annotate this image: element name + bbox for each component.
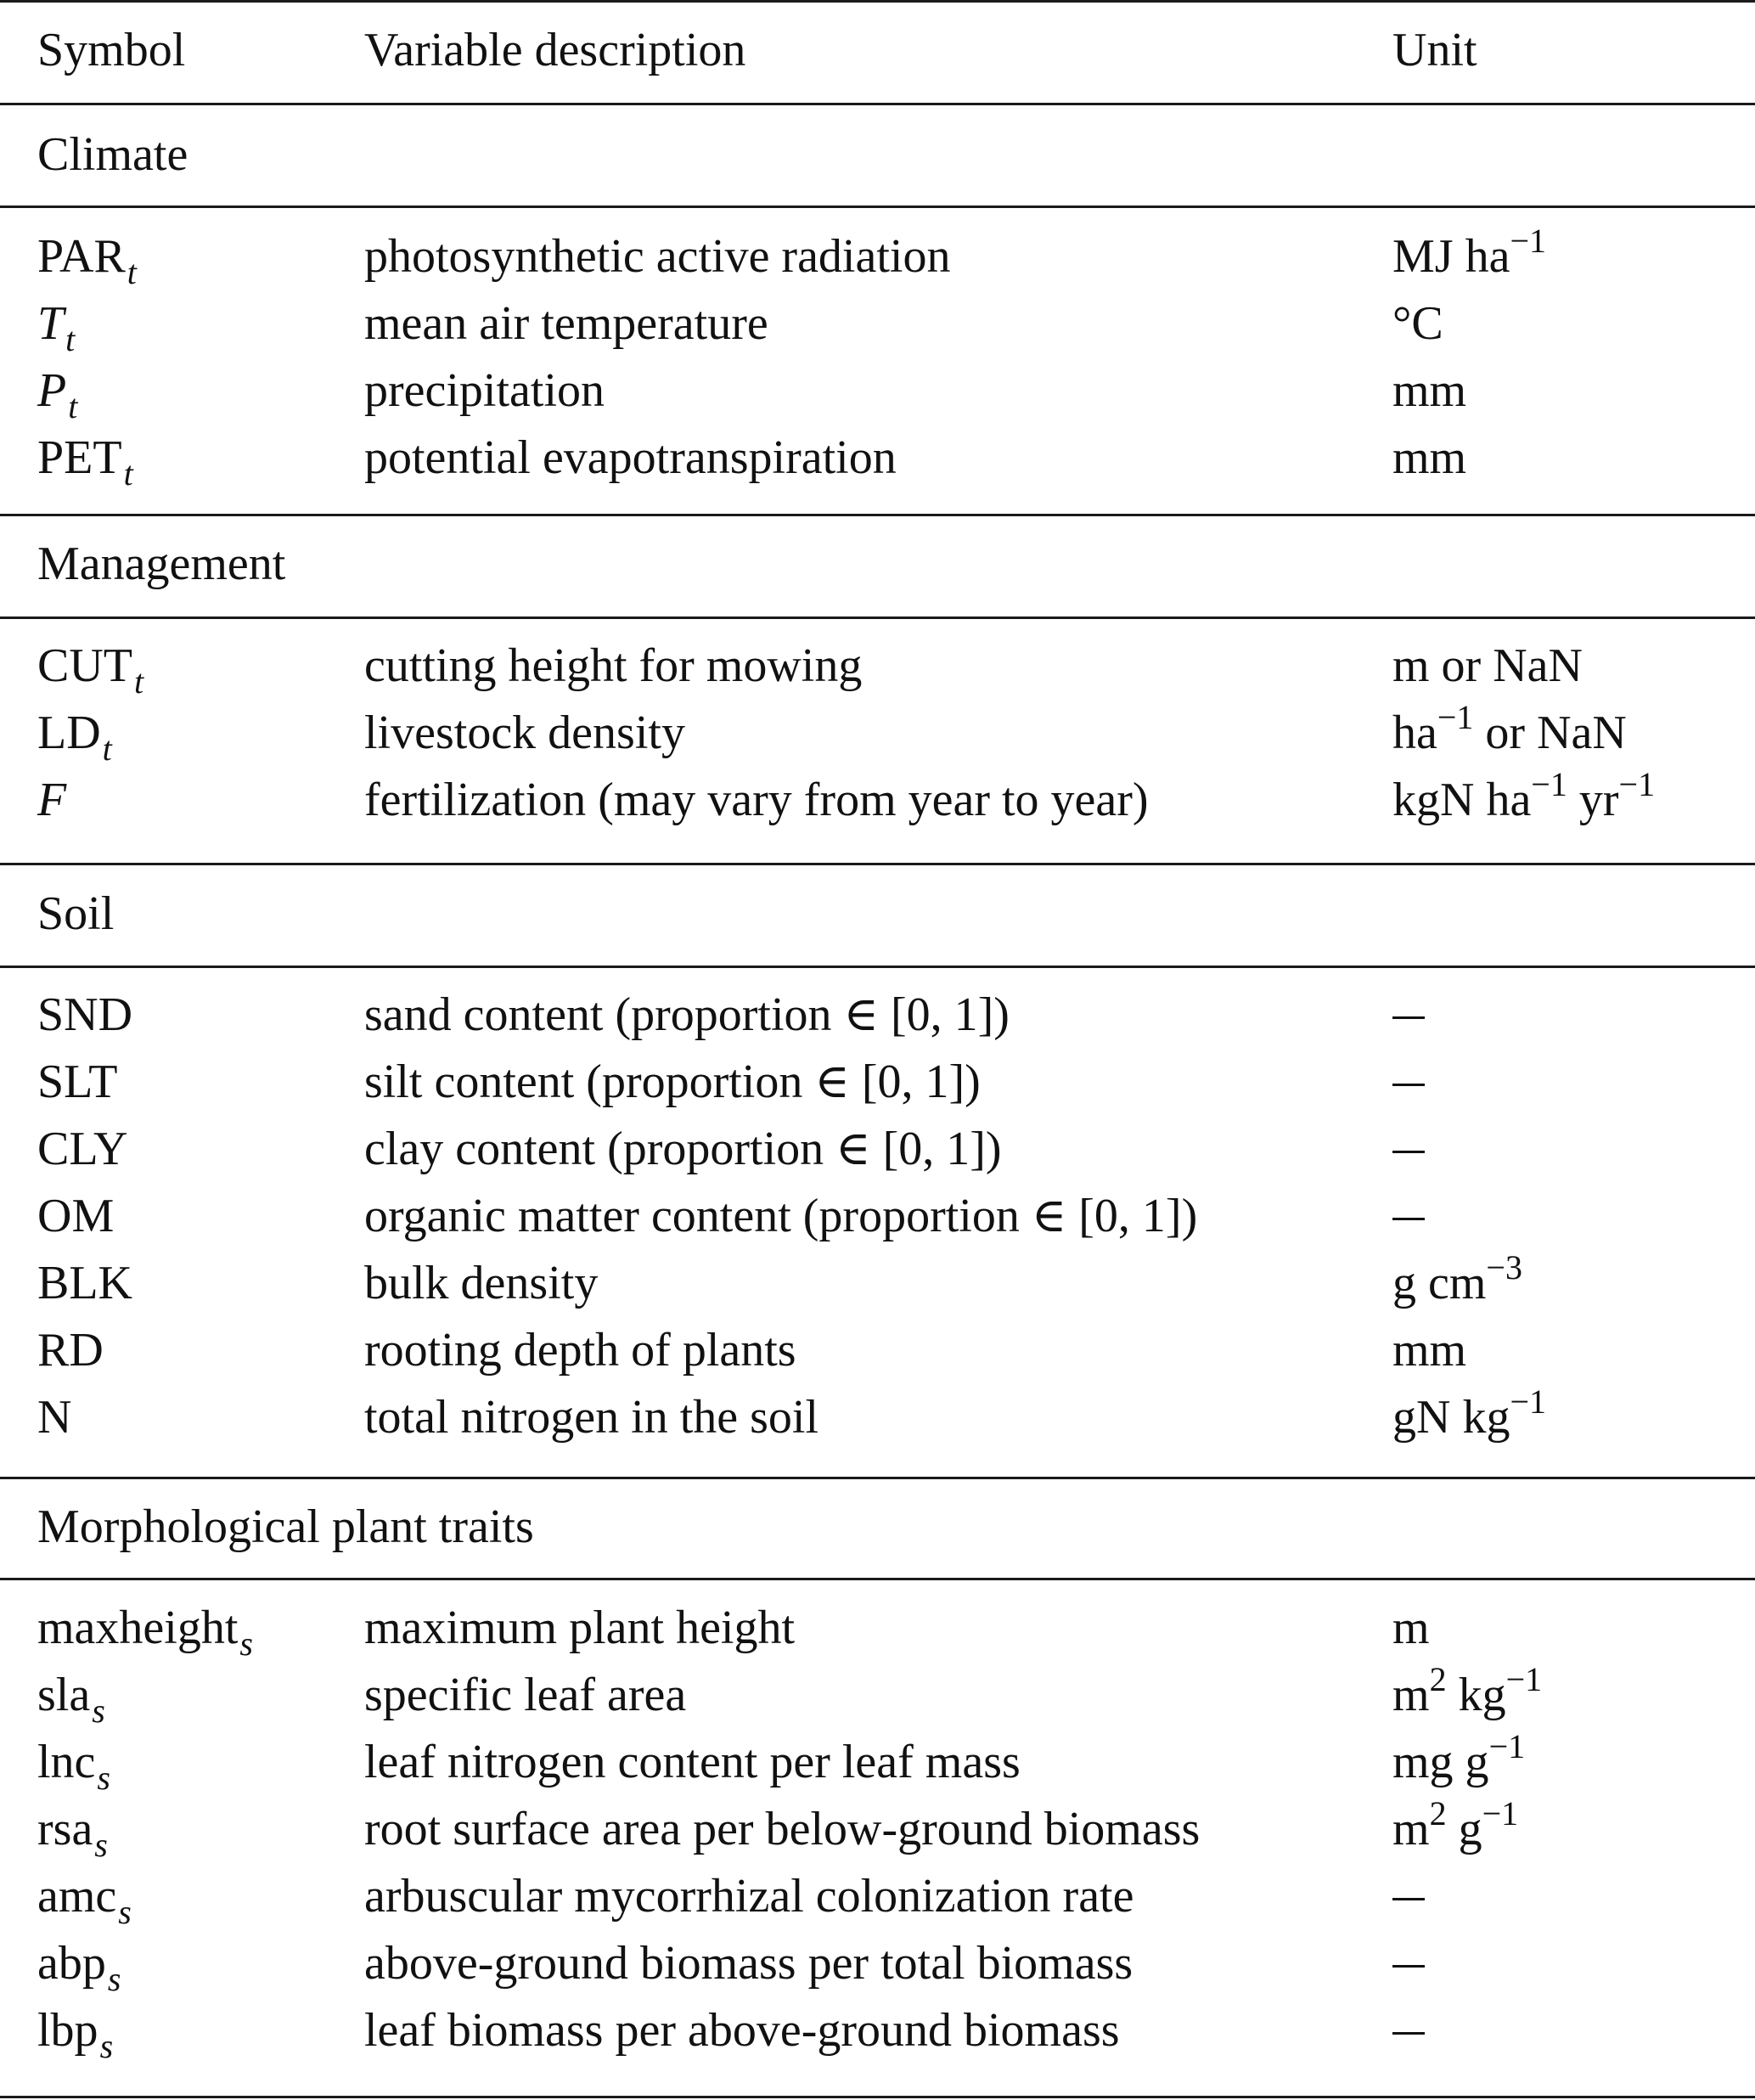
symbol-name: rsa — [37, 1803, 93, 1855]
symbol-subscript: s — [94, 1826, 108, 1864]
symbol-cell — [37, 431, 133, 493]
symbol-cell — [37, 363, 78, 425]
symbol-subscript: s — [99, 2027, 114, 2065]
unit-cell — [1392, 1727, 1526, 1789]
symbol-name: SLT — [37, 1056, 118, 1108]
symbol-subscript: s — [107, 1960, 121, 1998]
header-symbol: Symbol — [37, 24, 186, 76]
symbol-cell — [37, 296, 76, 358]
symbol-name: lbp — [37, 2004, 98, 2057]
unit-exponent: −1 — [1488, 1727, 1526, 1765]
description-cell: root surface area per below-ground biomass — [364, 1803, 1201, 1855]
symbol-cell — [37, 1256, 132, 1310]
symbol-name: OM — [37, 1190, 115, 1242]
symbol-subscript: t — [127, 253, 137, 291]
header-description: Variable description — [364, 24, 746, 76]
symbol-cell — [37, 639, 144, 701]
unit-tail: kg — [1446, 1669, 1506, 1721]
description-cell: sand content (proportion ∈ [0, 1]) — [364, 988, 1010, 1041]
dash-icon — [1392, 1151, 1425, 1153]
unit-cell — [1392, 1055, 1425, 1109]
dash-icon — [1392, 1084, 1425, 1086]
symbol-name: maxheight — [37, 1602, 239, 1654]
symbol-cell — [37, 1323, 104, 1377]
symbol-cell — [37, 1601, 253, 1663]
unit-cell — [1392, 988, 1425, 1042]
unit-base: ha — [1392, 707, 1437, 759]
unit-cell — [1392, 1189, 1425, 1243]
unit-cell — [1392, 1601, 1430, 1655]
description-cell: specific leaf area — [364, 1669, 687, 1721]
unit-cell — [1392, 639, 1583, 693]
symbol-name: lnc — [37, 1736, 96, 1788]
unit-tail: yr — [1567, 774, 1619, 826]
section-bottom-rule — [0, 863, 1755, 865]
symbol-subscript: t — [134, 662, 144, 701]
section-rule — [0, 205, 1755, 208]
symbol-subscript: s — [118, 1893, 132, 1931]
description-cell: clay content (proportion ∈ [0, 1]) — [364, 1123, 1002, 1175]
symbol-cell — [37, 1122, 127, 1176]
unit-cell — [1392, 296, 1443, 351]
description-cell: livestock density — [364, 707, 685, 759]
description-cell: photosynthetic active radiation — [364, 230, 951, 283]
description-cell: maximum plant height — [364, 1602, 796, 1654]
symbol-subscript: t — [65, 320, 76, 358]
symbol-name: CLY — [37, 1123, 128, 1175]
unit-cell — [1392, 1794, 1519, 1856]
symbol-name: CUT — [37, 639, 132, 692]
description-cell: cutting height for mowing — [364, 639, 863, 692]
section-title: Soil — [37, 887, 115, 940]
unit-tail: g — [1446, 1803, 1482, 1855]
header-unit: Unit — [1392, 24, 1477, 76]
symbol-name: SND — [37, 988, 133, 1041]
section-bottom-rule — [0, 2096, 1755, 2098]
symbol-cell — [37, 1390, 71, 1444]
symbol-name: F — [37, 774, 67, 826]
top-rule — [0, 0, 1755, 3]
symbol-cell — [37, 229, 137, 291]
symbol-subscript: s — [92, 1692, 105, 1730]
header-rule — [0, 103, 1755, 105]
unit-exponent: −1 — [1510, 222, 1547, 260]
unit-base: mg g — [1392, 1736, 1489, 1788]
unit-cell — [1392, 1936, 1425, 1990]
unit-cell — [1392, 1248, 1522, 1310]
symbol-name: amc — [37, 1870, 117, 1923]
unit-tail: or NaN — [1473, 707, 1627, 759]
unit-exponent: 2 — [1429, 1660, 1447, 1698]
symbol-name: LD — [37, 707, 101, 759]
dash-icon — [1392, 2032, 1425, 2035]
section-bottom-rule — [0, 514, 1755, 516]
unit-exponent: 2 — [1429, 1794, 1447, 1833]
symbol-subscript: t — [102, 729, 112, 768]
symbol-name: PAR — [37, 230, 126, 283]
unit-cell — [1392, 363, 1466, 418]
description-cell: rooting depth of plants — [364, 1324, 796, 1377]
dash-icon — [1392, 1218, 1425, 1220]
symbol-cell — [37, 1668, 105, 1730]
description-cell: leaf nitrogen content per leaf mass — [364, 1736, 1021, 1788]
unit-base: m or NaN — [1392, 639, 1583, 692]
unit-cell — [1392, 1382, 1547, 1444]
section-rule — [0, 1578, 1755, 1580]
symbol-name: abp — [37, 1937, 106, 1990]
symbol-cell — [37, 2003, 114, 2065]
unit-cell — [1392, 765, 1656, 827]
symbol-subscript: t — [123, 454, 133, 493]
symbol-name: N — [37, 1391, 72, 1444]
symbol-name: PET — [37, 431, 122, 484]
unit-exponent: −1 — [1482, 1794, 1519, 1833]
dash-icon — [1392, 1898, 1425, 1900]
unit-exponent: −1 — [1505, 1660, 1543, 1698]
section-title: Morphological plant traits — [37, 1500, 534, 1553]
symbol-subscript: t — [68, 387, 78, 425]
dash-icon — [1392, 1016, 1425, 1019]
description-cell: silt content (proportion ∈ [0, 1]) — [364, 1056, 981, 1108]
unit-base: mm — [1392, 364, 1467, 417]
section-title: Management — [37, 538, 286, 590]
description-cell: arbuscular mycorrhizal colonization rate — [364, 1870, 1134, 1923]
description-cell: mean air temperature — [364, 297, 768, 350]
description-cell: organic matter content (proportion ∈ [0, 1]) — [364, 1190, 1198, 1242]
description-cell: total nitrogen in the soil — [364, 1391, 819, 1444]
unit-exponent: −1 — [1437, 698, 1474, 736]
unit-base: °C — [1392, 297, 1443, 350]
unit-base: g cm — [1392, 1257, 1487, 1309]
unit-exponent: −3 — [1486, 1248, 1522, 1286]
unit-cell — [1392, 1122, 1425, 1176]
unit-base: m — [1392, 1803, 1430, 1855]
section-rule — [0, 616, 1755, 619]
symbol-name: P — [37, 364, 67, 417]
description-cell: above-ground biomass per total biomass — [364, 1937, 1133, 1990]
symbol-cell — [37, 773, 66, 827]
symbol-name: sla — [37, 1669, 91, 1721]
symbol-cell — [37, 1936, 121, 1998]
unit-base: gN kg — [1392, 1391, 1510, 1444]
symbol-name: RD — [37, 1324, 104, 1377]
unit-cell — [1392, 1869, 1425, 1923]
unit-cell — [1392, 698, 1627, 760]
symbol-cell — [37, 706, 112, 768]
symbol-subscript: s — [97, 1759, 110, 1797]
unit-base: mm — [1392, 431, 1467, 484]
symbol-cell — [37, 1869, 132, 1931]
unit-exponent: −1 — [1531, 765, 1567, 803]
dash-icon — [1392, 1965, 1425, 1968]
unit-exponent: −1 — [1618, 765, 1656, 803]
symbol-name: T — [37, 297, 65, 350]
symbol-cell — [37, 1189, 114, 1243]
section-rule — [0, 966, 1755, 968]
description-cell: bulk density — [364, 1257, 599, 1309]
unit-cell — [1392, 1323, 1466, 1377]
unit-base: kgN ha — [1392, 774, 1532, 826]
unit-cell — [1392, 2003, 1425, 2058]
description-cell: precipitation — [364, 364, 605, 417]
unit-cell — [1392, 431, 1466, 485]
unit-cell — [1392, 222, 1547, 284]
unit-base: m — [1392, 1669, 1430, 1721]
symbol-subscript: s — [239, 1624, 253, 1663]
description-cell: potential evapotranspiration — [364, 431, 897, 484]
unit-base: MJ ha — [1392, 230, 1510, 283]
symbol-name: BLK — [37, 1257, 132, 1309]
symbol-cell — [37, 1802, 108, 1864]
section-title: Climate — [37, 128, 188, 181]
section-bottom-rule — [0, 1477, 1755, 1479]
symbol-cell — [37, 1055, 117, 1109]
unit-exponent: −1 — [1510, 1382, 1547, 1421]
description-cell: leaf biomass per above-ground biomass — [364, 2004, 1120, 2057]
symbol-cell — [37, 988, 132, 1042]
symbol-cell — [37, 1735, 110, 1797]
unit-cell — [1392, 1660, 1543, 1722]
description-cell: fertilization (may vary from year to year) — [364, 774, 1149, 826]
unit-base: m — [1392, 1602, 1430, 1654]
unit-base: mm — [1392, 1324, 1467, 1377]
